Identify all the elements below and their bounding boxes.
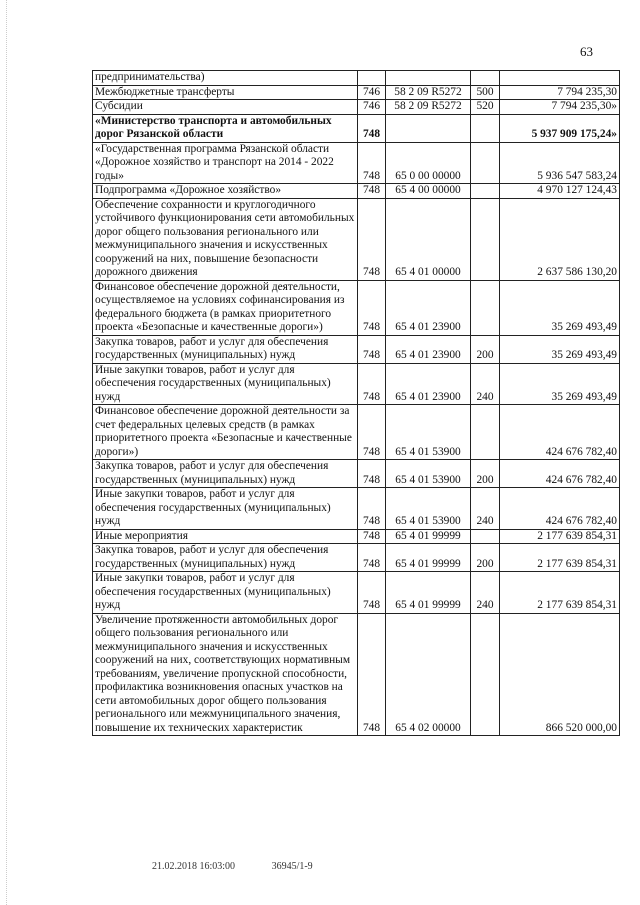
expense-type-code: 200 — [471, 460, 500, 488]
table-row — [93, 184, 620, 199]
expense-type-code — [471, 405, 500, 460]
ministry-code: 748 — [358, 114, 386, 142]
ministry-code: 748 — [358, 184, 386, 199]
ministry-code: 748 — [358, 544, 386, 572]
ministry-code: 748 — [358, 142, 386, 184]
amount: 2 177 639 854,31 — [500, 529, 620, 544]
ministry-code: 746 — [358, 100, 386, 115]
ministry-code: 748 — [358, 198, 386, 280]
amount: 5 937 909 175,24» — [500, 114, 620, 142]
expense-type-code: 240 — [471, 572, 500, 614]
target-article-code: 65 4 02 00000 — [386, 613, 471, 736]
budget-table-body — [93, 71, 620, 736]
ministry-code: 748 — [358, 572, 386, 614]
row-name: Закупка товаров, работ и услуг для обеспечения государственных (муниципальных) нужд — [93, 544, 358, 572]
table-row — [93, 142, 620, 184]
ministry-code: 748 — [358, 460, 386, 488]
ministry-code: 748 — [358, 363, 386, 405]
ministry-code: 746 — [358, 85, 386, 100]
target-article-code: 65 4 01 53900 — [386, 460, 471, 488]
expense-type-code: 240 — [471, 363, 500, 405]
row-name: Иные закупки товаров, работ и услуг для обеспечения государственных (муниципальных) нужд — [93, 488, 358, 530]
target-article-code: 65 4 01 23900 — [386, 280, 471, 335]
table-row — [93, 572, 620, 614]
ministry-code: 748 — [358, 405, 386, 460]
expense-type-code: 200 — [471, 335, 500, 363]
amount: 7 794 235,30» — [500, 100, 620, 115]
row-name: Иные мероприятия — [93, 529, 358, 544]
target-article-code: 65 4 01 99999 — [386, 544, 471, 572]
expense-type-code — [471, 71, 500, 86]
row-name: Иные закупки товаров, работ и услуг для обеспечения государственных (муниципальных) нужд — [93, 572, 358, 614]
document-footer — [152, 861, 347, 872]
footer-timestamp: 21.02.2018 16:03:00 — [152, 861, 236, 872]
table-row — [93, 460, 620, 488]
table-row — [93, 405, 620, 460]
target-article-code: 65 4 01 23900 — [386, 335, 471, 363]
target-article-code: 65 4 01 99999 — [386, 572, 471, 614]
row-name: Обеспечение сохранности и круглогодичного устойчивого функционирования сети автомобильных дорог общего пользования регионального или межмуниципального значения и искусственных сооружений на них, повышение безопасности дорожного движения — [93, 198, 358, 280]
row-name: предпринимательства) — [93, 71, 358, 86]
expense-type-code — [471, 184, 500, 199]
amount: 2 177 639 854,31 — [500, 544, 620, 572]
amount: 866 520 000,00 — [500, 613, 620, 736]
amount: 4 970 127 124,43 — [500, 184, 620, 199]
row-name: Субсидии — [93, 100, 358, 115]
row-name: Финансовое обеспечение дорожной деятельности, осуществляемое на условиях софинансирования из федерального бюджета (в рамках приоритетного проекта «Безопасные и качественные дороги») — [93, 280, 358, 335]
target-article-code: 65 4 01 00000 — [386, 198, 471, 280]
target-article-code: 58 2 09 R5272 — [386, 85, 471, 100]
row-name: Закупка товаров, работ и услуг для обеспечения государственных (муниципальных) нужд — [93, 335, 358, 363]
target-article-code: 65 4 01 53900 — [386, 488, 471, 530]
target-article-code: 65 0 00 00000 — [386, 142, 471, 184]
ministry-code: 748 — [358, 488, 386, 530]
table-row — [93, 114, 620, 142]
amount: 35 269 493,49 — [500, 335, 620, 363]
target-article-code: 65 4 00 00000 — [386, 184, 471, 199]
row-name: Подпрограмма «Дорожное хозяйство» — [93, 184, 358, 199]
row-name: Финансовое обеспечение дорожной деятельности за счет федеральных целевых средств (в рамках приоритетного проекта «Безопасные и качественные дороги») — [93, 405, 358, 460]
table-row — [93, 198, 620, 280]
ministry-code: 748 — [358, 613, 386, 736]
table-row — [93, 529, 620, 544]
expense-type-code — [471, 529, 500, 544]
table-row — [93, 488, 620, 530]
ministry-code: 748 — [358, 335, 386, 363]
page-number: 63 — [580, 44, 593, 59]
budget-table — [92, 70, 620, 736]
amount: 35 269 493,49 — [500, 363, 620, 405]
ministry-code: 748 — [358, 280, 386, 335]
ministry-code — [358, 71, 386, 86]
expense-type-code — [471, 280, 500, 335]
footer-document-id: 36945/1-9 — [271, 861, 313, 872]
target-article-code: 65 4 01 99999 — [386, 529, 471, 544]
table-row — [93, 363, 620, 405]
row-name: Иные закупки товаров, работ и услуг для обеспечения государственных (муниципальных) нужд — [93, 363, 358, 405]
row-name: Увеличение протяженности автомобильных дорог общего пользования регионального или межмуниципального значения и искусственных сооружений на них, соответствующих нормативным требованиям, увеличение пропускной способности, профилактика возникновения опасных участков на сети автомобильных дорог общего пользования регионального или межмуниципального значения, повышение их технических характеристик — [93, 613, 358, 736]
target-article-code — [386, 71, 471, 86]
amount: 2 637 586 130,20 — [500, 198, 620, 280]
row-name: Закупка товаров, работ и услуг для обеспечения государственных (муниципальных) нужд — [93, 460, 358, 488]
amount: 35 269 493,49 — [500, 280, 620, 335]
amount: 424 676 782,40 — [500, 460, 620, 488]
ministry-code: 748 — [358, 529, 386, 544]
amount — [500, 71, 620, 86]
table-row — [93, 100, 620, 115]
expense-type-code: 500 — [471, 85, 500, 100]
amount: 7 794 235,30 — [500, 85, 620, 100]
expense-type-code — [471, 114, 500, 142]
row-name: Межбюджетные трансферты — [93, 85, 358, 100]
expense-type-code: 200 — [471, 544, 500, 572]
scan-margin-line — [6, 0, 8, 905]
table-row — [93, 335, 620, 363]
table-row — [93, 613, 620, 736]
expense-type-code — [471, 198, 500, 280]
target-article-code: 58 2 09 R5272 — [386, 100, 471, 115]
expense-type-code: 240 — [471, 488, 500, 530]
expense-type-code: 520 — [471, 100, 500, 115]
amount: 5 936 547 583,24 — [500, 142, 620, 184]
table-row — [93, 85, 620, 100]
amount: 424 676 782,40 — [500, 405, 620, 460]
target-article-code: 65 4 01 53900 — [386, 405, 471, 460]
row-name: «Государственная программа Рязанской области «Дорожное хозяйство и транспорт на 2014 - 2022 годы» — [93, 142, 358, 184]
row-name: «Министерство транспорта и автомобильных дорог Рязанской области — [93, 114, 358, 142]
amount: 2 177 639 854,31 — [500, 572, 620, 614]
target-article-code: 65 4 01 23900 — [386, 363, 471, 405]
expense-type-code — [471, 142, 500, 184]
table-row — [93, 280, 620, 335]
amount: 424 676 782,40 — [500, 488, 620, 530]
expense-type-code — [471, 613, 500, 736]
target-article-code — [386, 114, 471, 142]
table-row — [93, 544, 620, 572]
table-row — [93, 71, 620, 86]
